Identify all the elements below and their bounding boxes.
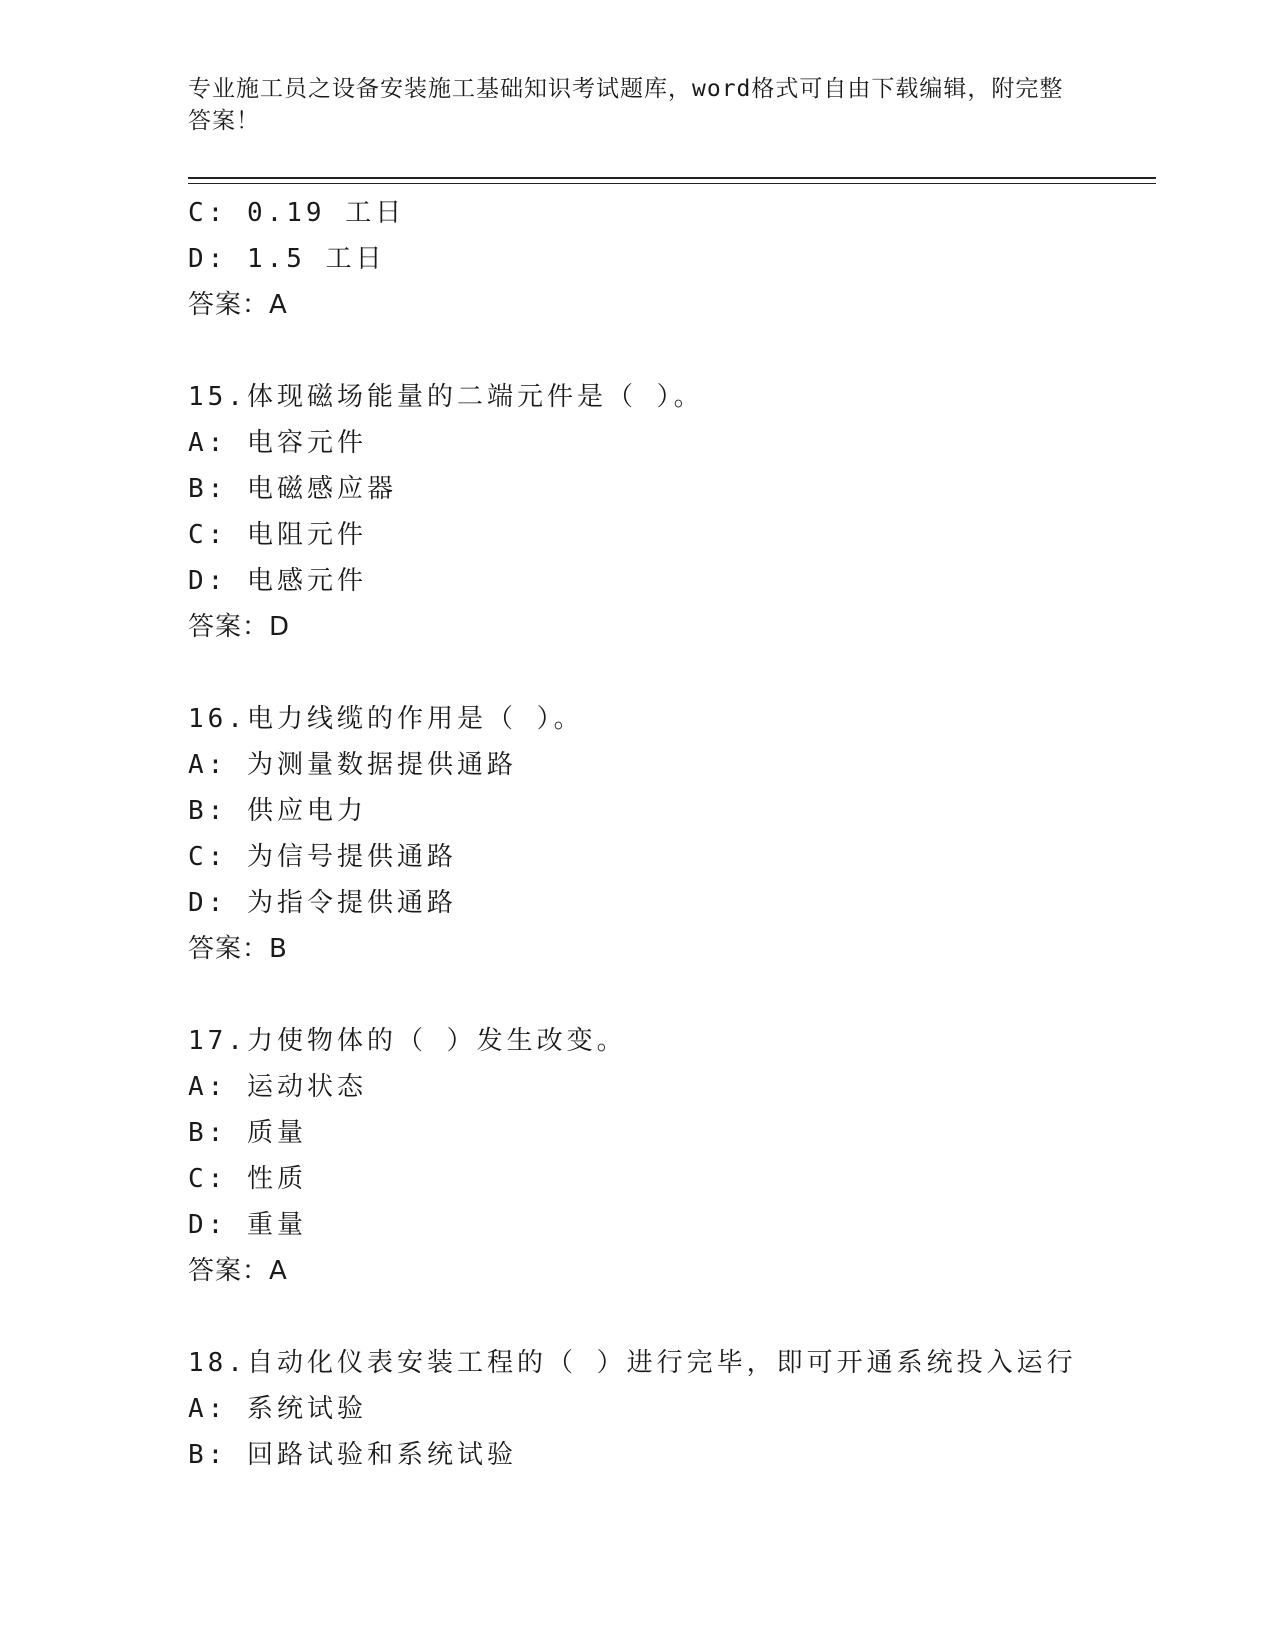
answer-line: 答案：D xyxy=(188,612,291,642)
answer-line: 答案：A xyxy=(188,1256,288,1286)
spacer xyxy=(188,972,1156,1018)
spacer xyxy=(188,650,1156,696)
question-16 xyxy=(188,696,1156,972)
question-stem: 16.电力线缆的作用是（ ）。 xyxy=(188,704,584,734)
option-b: B: 供应电力 xyxy=(188,796,367,826)
question-15 xyxy=(188,374,1156,650)
document-header-title: 专业施工员之设备安装施工基础知识考试题库，word格式可自由下载编辑，附完整答案！ xyxy=(188,76,1064,134)
question-14-fragment xyxy=(188,190,1156,328)
option-d: D: 电感元件 xyxy=(188,566,367,596)
question-18 xyxy=(188,1340,1156,1478)
option-c: C: 0.19 工日 xyxy=(188,198,406,228)
option-a: A: 为测量数据提供通路 xyxy=(188,750,517,780)
option-a: A: 运动状态 xyxy=(188,1072,367,1102)
option-c: C: 性质 xyxy=(188,1164,307,1194)
question-stem: 15.体现磁场能量的二端元件是（ ）。 xyxy=(188,382,704,412)
option-b: B: 质量 xyxy=(188,1118,307,1148)
question-17 xyxy=(188,1018,1156,1294)
option-a: A: 电容元件 xyxy=(188,428,367,458)
question-stem: 18.自动化仪表安装工程的（ ）进行完毕，即可开通系统投入运行 xyxy=(188,1348,1077,1378)
answer-line: 答案：A xyxy=(188,290,288,320)
question-stem: 17.力使物体的（ ）发生改变。 xyxy=(188,1026,627,1056)
option-d: D: 1.5 工日 xyxy=(188,244,386,274)
option-d: D: 重量 xyxy=(188,1210,307,1240)
option-c: C: 电阻元件 xyxy=(188,520,367,550)
spacer xyxy=(188,1294,1156,1340)
question-list xyxy=(188,190,1156,1478)
spacer xyxy=(188,328,1156,374)
header-divider-thick xyxy=(188,177,1156,179)
option-b: B: 电磁感应器 xyxy=(188,474,397,504)
option-b: B: 回路试验和系统试验 xyxy=(188,1440,517,1470)
option-a: A: 系统试验 xyxy=(188,1394,367,1424)
answer-line: 答案：B xyxy=(188,934,288,964)
option-d: D: 为指令提供通路 xyxy=(188,888,457,918)
header-divider-thin xyxy=(188,183,1156,184)
option-c: C: 为信号提供通路 xyxy=(188,842,457,872)
